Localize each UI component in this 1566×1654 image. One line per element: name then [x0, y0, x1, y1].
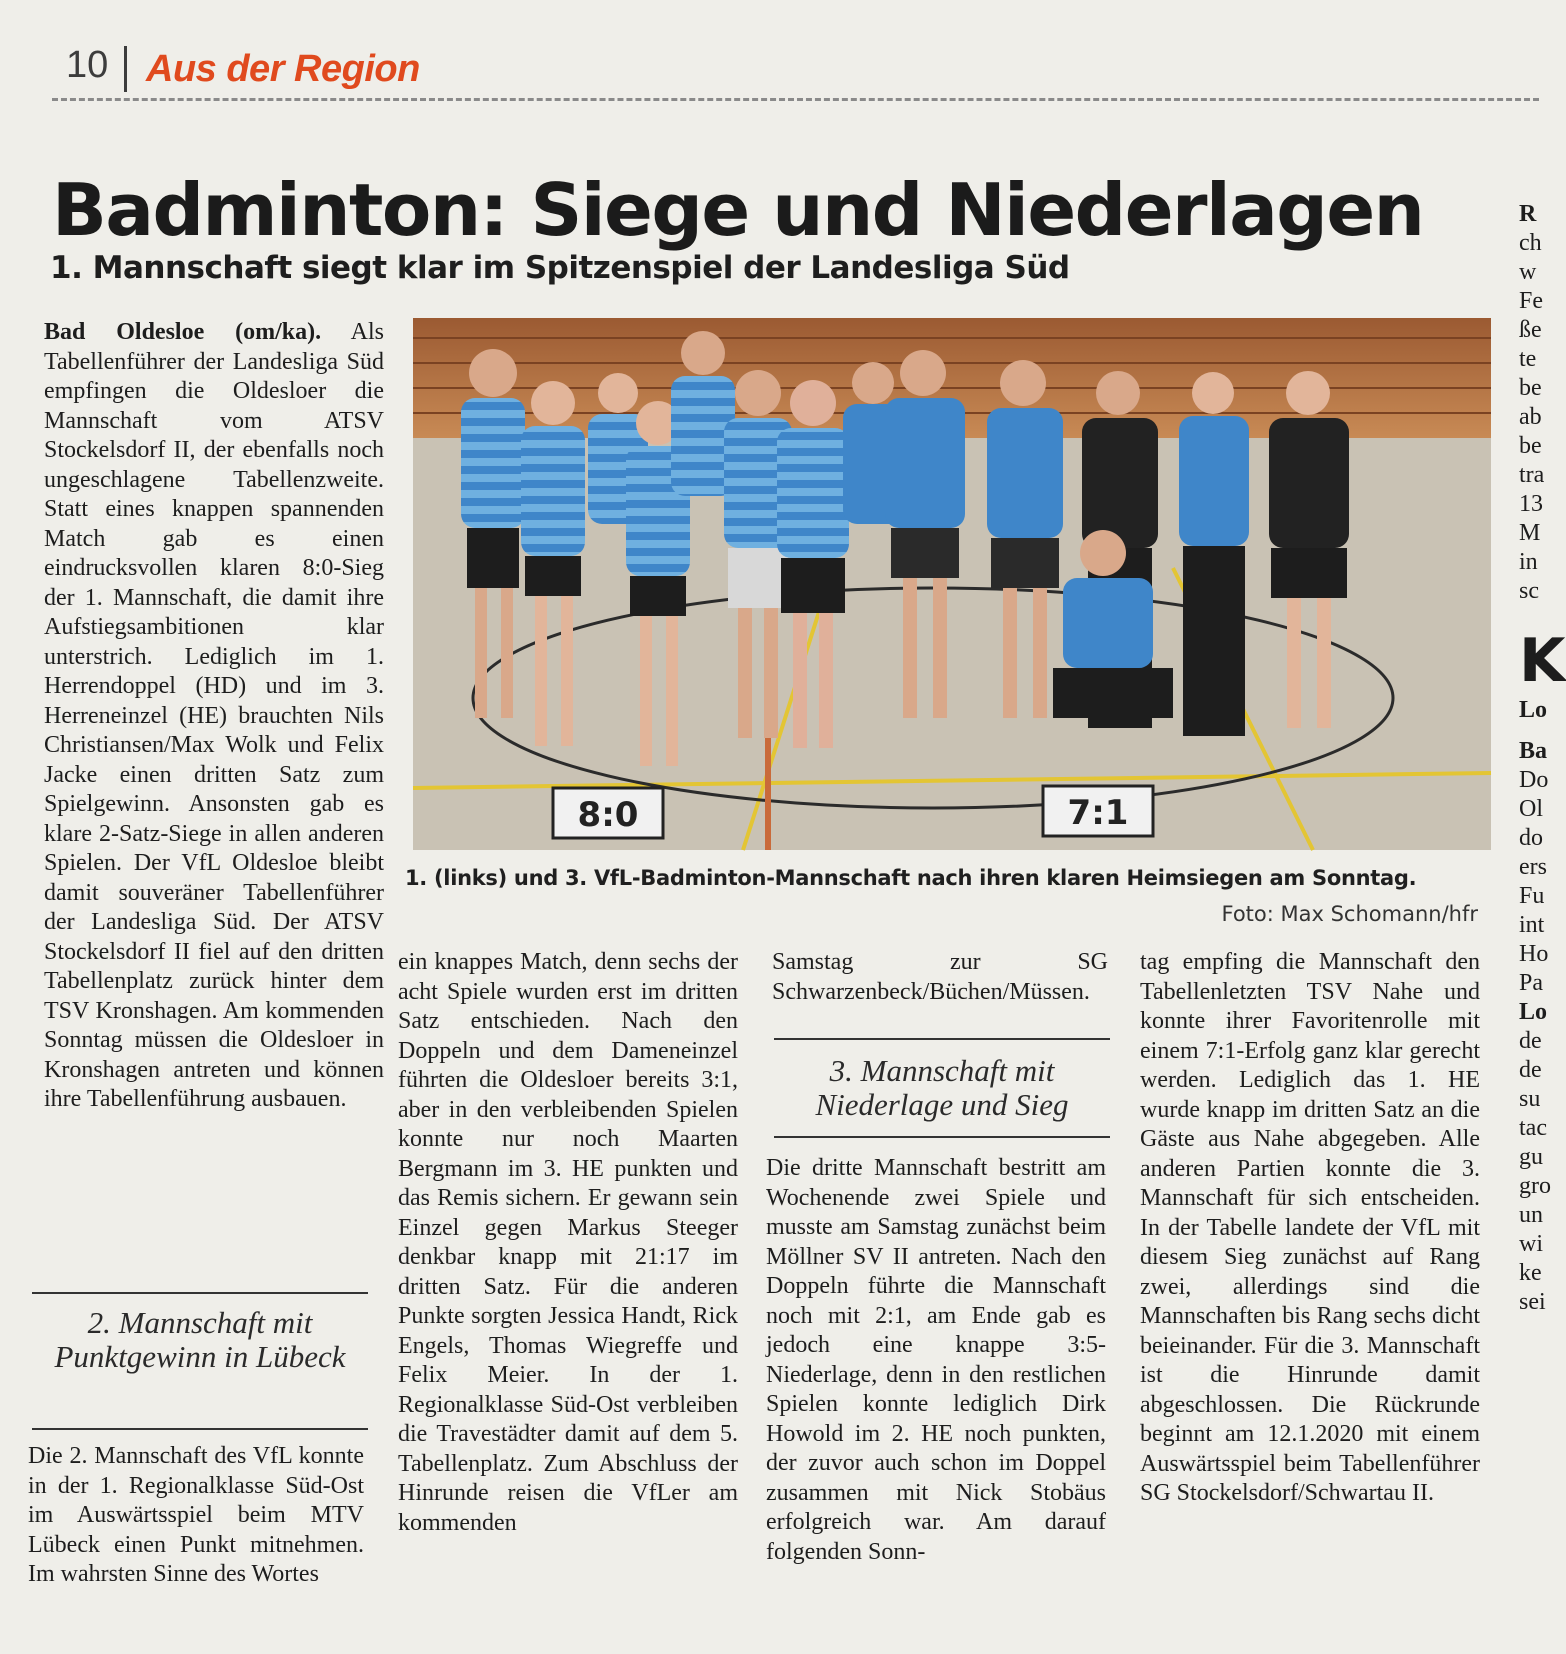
section2-column-2 [398, 948, 738, 1538]
section3-text-part1: Die dritte Mannschaft bestritt am Wochenende zwei Spiele und musste am Samstag zunächst beim Möllner SV II antreten. Nach den Doppeln führte die Mannschaft noch mit 2:1, am Ende gab es jedoch eine knappe 3:5-Niederlage, denn in den restlichen Spielen konnte lediglich Dirk Howold im 2. HE noch punkten, der zuvor auch schon im Doppel zusammen mit Nick Stobäus erfolgreich war. Am darauf folgenden Sonn- [766, 1155, 1106, 1565]
section2-text-part2: ein knappes Match, denn sechs der acht Spiele wurden erst im dritten Satz entschieden. Nach den Doppeln und dem Dameneinzel führten die Oldesloer bereits 3:1, aber in den verbleibenden Spielen konnte nur noch Maarten Bergmann im 3. HE punkten und das Remis sichern. Er gewann sein Einzel gegen Markus Steeger denkbar knapp mit 21:17 im dritten Satz. Für die anderen Punkte sorgten Jessica Handt, Rick Engels, Thomas Wiegreffe und Felix Meier. In der 1. Regionalklasse Süd-Ost verbleiben die Travestädter damit auf dem 5. Tabellenplatz. Zum Abschluss der Hinrunde reisen die VfLer am kommenden [398, 949, 738, 1536]
neighbour-fragment: 13 [1519, 491, 1543, 517]
team-photo-illustration [413, 318, 1491, 850]
neighbour-fragment: in [1519, 549, 1538, 575]
page-number: 10 [66, 44, 109, 86]
section-title: Aus der Region [146, 48, 420, 90]
neighbour-fragment: Ba [1519, 738, 1548, 764]
article-subheadline: 1. Mannschaft siegt klar im Spitzenspiel der Landesliga Süd [50, 250, 1070, 286]
photo-caption: 1. (links) und 3. VfL-Badminton-Mannschaft nach ihren klaren Heimsiegen am Sonntag. [405, 866, 1417, 890]
neighbour-fragment: Lo [1519, 999, 1548, 1025]
neighbour-fragment: ers [1519, 854, 1547, 880]
scoreboard-right: 7:1 [1067, 793, 1129, 833]
neighbour-fragment: be [1519, 375, 1542, 401]
neighbour-fragment: sc [1519, 578, 1539, 604]
neighbour-fragment: gu [1519, 1144, 1543, 1170]
neighbour-fragment: de [1519, 1028, 1542, 1054]
neighbour-fragment: ch [1519, 230, 1542, 256]
section3-column-2 [1140, 948, 1480, 1509]
neighbour-fragment: Do [1519, 767, 1549, 793]
column-rule [32, 1428, 368, 1430]
neighbour-article-fragment [1519, 188, 1566, 1648]
neighbour-fragment: te [1519, 346, 1537, 372]
section2-column-3 [772, 948, 1108, 1007]
neighbour-fragment: Lo [1519, 697, 1548, 723]
neighbour-fragment: int [1519, 912, 1545, 938]
section2-heading: 2. Mannschaft mit Punktgewinn in Lübeck [54, 1305, 346, 1374]
neighbour-fragment: tac [1519, 1115, 1547, 1141]
team-photo [413, 318, 1491, 850]
lead-column [44, 318, 384, 1115]
neighbour-fragment: de [1519, 1057, 1542, 1083]
neighbour-fragment: M [1519, 520, 1541, 546]
column-rule [774, 1136, 1110, 1138]
neighbour-fragment: R [1519, 201, 1537, 227]
section2-column-1 [28, 1442, 364, 1590]
neighbour-fragment: ße [1519, 317, 1542, 343]
column-rule [774, 1038, 1110, 1040]
neighbour-fragment: Fe [1519, 288, 1543, 314]
neighbour-fragment: ke [1519, 1260, 1542, 1286]
header-divider [124, 46, 127, 92]
section2-text-part1: Die 2. Mannschaft des VfL konnte in der 1. Regionalklasse Süd-Ost im Auswärtsspiel beim MTV Lübeck einen Punkt mitnehmen. Im wahrsten Sinne des Wortes [28, 1443, 364, 1587]
neighbour-fragment: be [1519, 433, 1542, 459]
section2-text-part3: Samstag zur SG Schwarzenbeck/Büchen/Müssen. [772, 949, 1108, 1005]
neighbour-fragment: su [1519, 1086, 1541, 1112]
scoreboard-left: 8:0 [577, 795, 639, 835]
neighbour-fragment: K [1519, 626, 1566, 696]
lead-text: Als Tabellenführer der Landesliga Süd empfingen die Oldesloer die Mannschaft vom ATSV Stockelsdorf II, der ebenfalls noch ungeschlagene Tabellenzweite. Statt eines knappen spannenden Match gab es einen eindrucksvollen klaren 8:0-Sieg der 1. Mannschaft, die damit ihre Aufstiegsambitionen klar unterstrich. Lediglich im 1. Herrendoppel (HD) und im 3. Herreneinzel (HE) brauchten Nils Christiansen/Max Wolk und Felix Jacke einen dritten Satz zum Spielgewinn. Ansonsten gab es klare 2-Satz-Siege in allen anderen Spielen. Der VfL Oldesloe bleibt damit souveräner Tabellenführer der Landesliga Süd. Der ATSV Stockelsdorf II fiel auf den dritten Tabellenplatz zurück hinter dem TSV Kronshagen. Am kommenden Sonntag müssen die Oldesloer in Kronshagen antreten und können ihre Tabellenführung ausbauen. [44, 319, 384, 1112]
neighbour-fragment: w [1519, 259, 1537, 285]
neighbour-fragment: Ol [1519, 796, 1543, 822]
dateline: Bad Oldesloe (om/ka). [44, 319, 322, 345]
neighbour-fragment: gro [1519, 1173, 1551, 1199]
neighbour-fragment: Ho [1519, 941, 1549, 967]
column-rule [32, 1292, 368, 1294]
photo-credit: Foto: Max Schomann/hfr [1221, 902, 1478, 926]
section3-heading: 3. Mannschaft mit Niederlage und Sieg [815, 1053, 1069, 1122]
neighbour-fragment: un [1519, 1202, 1543, 1228]
section3-column-1 [766, 1154, 1106, 1567]
article-headline: Badminton: Siege und Niederlagen [52, 168, 1424, 252]
neighbour-fragment: ab [1519, 404, 1542, 430]
neighbour-fragment: sei [1519, 1289, 1546, 1315]
header-dashed-rule [52, 98, 1539, 101]
neighbour-fragment: do [1519, 825, 1543, 851]
neighbour-fragment: tra [1519, 462, 1545, 488]
neighbour-fragment: Fu [1519, 883, 1545, 909]
neighbour-fragment: wi [1519, 1231, 1543, 1257]
section3-text-part2: tag empfing die Mannschaft den Tabellenletzten TSV Nahe und konnte ihrer Favoritenrolle mit einem 7:1-Erfolg ganz klar gerecht werden. Lediglich das 1. HE wurde knapp im dritten Satz an die Gäste aus Nahe abgegeben. Alle anderen Partien konnte die 3. Mannschaft für sich entscheiden. In der Tabelle landete der VfL mit diesem Sieg zunächst auf Rang zwei, allerdings sind die Mannschaften bis Rang sechs dicht beieinander. Für die 3. Mannschaft ist die Hinrunde damit abgeschlossen. Die Rückrunde beginnt am 12.1.2020 mit einem Auswärtsspiel beim Tabellenführer SG Stockelsdorf/Schwartau II. [1140, 949, 1480, 1506]
neighbour-fragment: Pa [1519, 970, 1543, 996]
